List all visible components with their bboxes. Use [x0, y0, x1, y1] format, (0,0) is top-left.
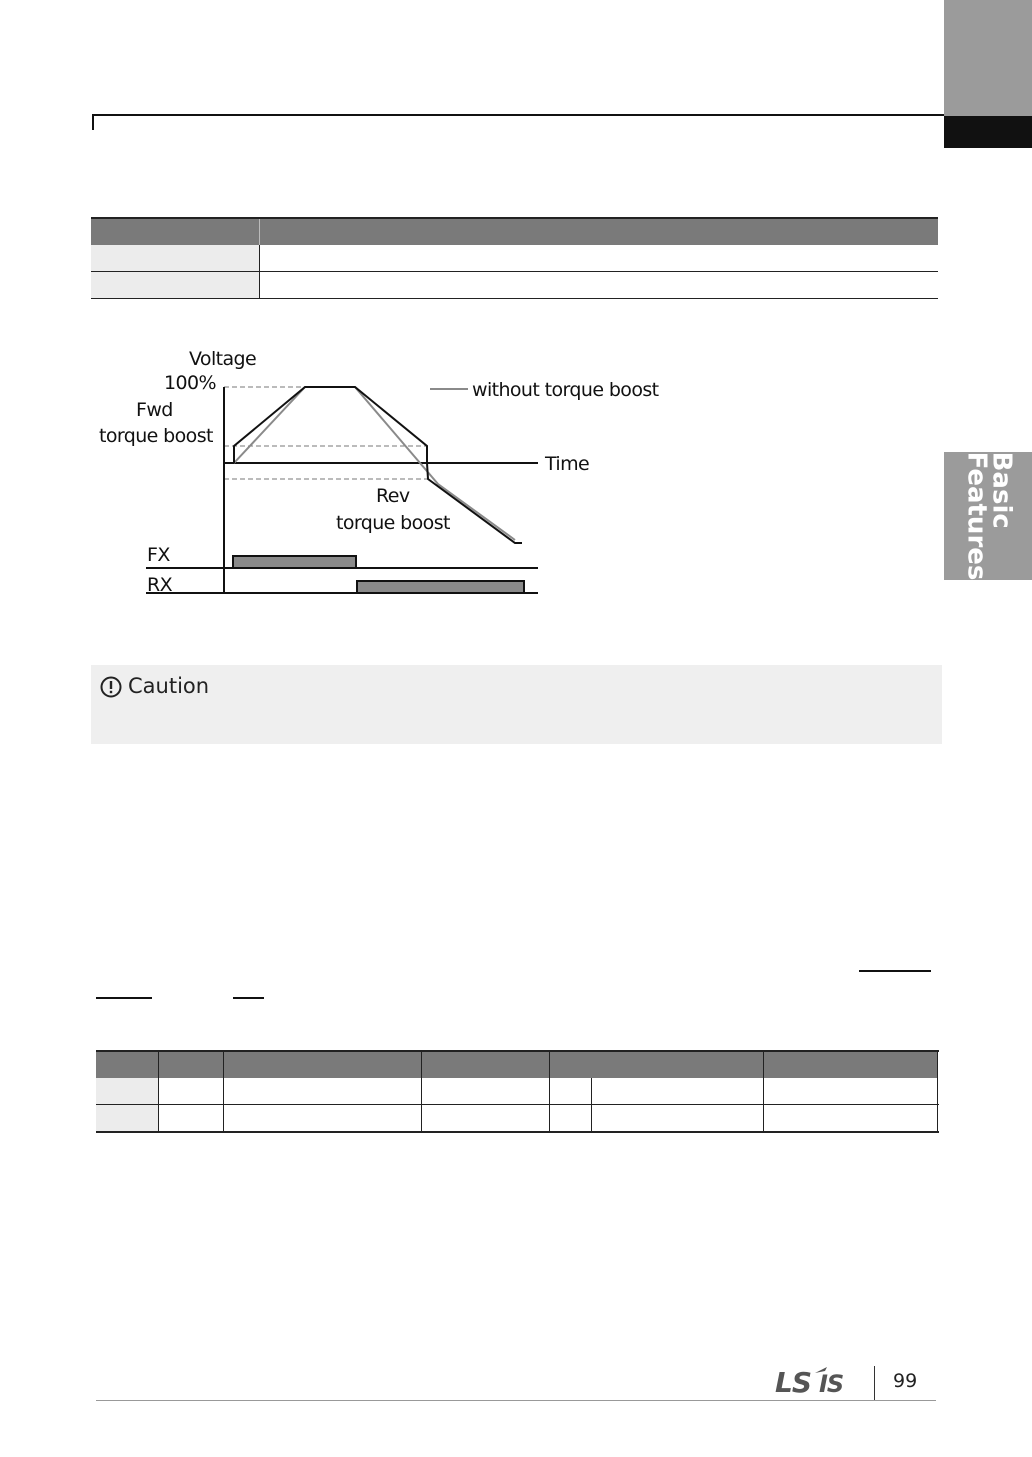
fx-label: FX	[147, 544, 170, 566]
table-header-cell	[550, 1051, 764, 1078]
fwd-boost-label-2: torque boost	[99, 425, 213, 447]
table-header-cell	[763, 1051, 937, 1078]
section-tab-label: Basic Features	[961, 451, 1017, 581]
code-table	[96, 1050, 938, 1133]
fwd-boost-label-1: Fwd	[136, 399, 173, 421]
fx-signal-bar	[233, 556, 356, 568]
caution-title: Caution	[128, 674, 210, 698]
torque-boost-diagram	[90, 340, 710, 610]
table-cell	[937, 1105, 938, 1133]
underline-mark	[859, 970, 931, 972]
table-cell	[96, 1105, 159, 1133]
time-label: Time	[545, 453, 590, 475]
table-cell	[159, 1078, 224, 1105]
header-rule-tick	[92, 114, 94, 130]
table-header-cell	[159, 1051, 224, 1078]
hundred-percent-label: 100%	[164, 372, 216, 394]
table-cell	[592, 1078, 764, 1105]
table-header-row	[96, 1051, 938, 1078]
caution-box	[91, 665, 942, 744]
page-number: 99	[893, 1370, 918, 1392]
parameter-table	[91, 217, 938, 299]
table-cell	[224, 1078, 422, 1105]
table-cell	[260, 272, 939, 299]
table-cell	[91, 245, 260, 272]
table-header-cell	[937, 1051, 938, 1078]
table-cell	[422, 1105, 550, 1133]
table-header-row	[91, 218, 938, 245]
table-header-cell	[91, 218, 260, 245]
table-cell	[763, 1078, 937, 1105]
voltage-label: Voltage	[189, 348, 257, 370]
rev-boost-label-1: Rev	[376, 485, 410, 507]
table-row	[96, 1078, 938, 1105]
table-cell	[260, 245, 939, 272]
header-rule	[92, 114, 944, 116]
footer-rule	[96, 1400, 936, 1401]
rev-boost-label-2: torque boost	[336, 512, 450, 534]
section-tab[interactable]	[944, 452, 1032, 580]
table-cell	[91, 272, 260, 299]
table-row	[91, 245, 938, 272]
without-torque-boost-label: without torque boost	[472, 379, 659, 401]
table-header-cell	[422, 1051, 550, 1078]
rx-label: RX	[147, 574, 173, 596]
table-row	[91, 272, 938, 299]
table-cell	[592, 1105, 764, 1133]
svg-text:LS: LS	[775, 1366, 812, 1397]
table-cell	[937, 1078, 938, 1105]
chapter-tab-top	[944, 0, 1032, 116]
table-header-cell	[260, 218, 939, 245]
underline-mark	[233, 997, 264, 999]
table-cell	[550, 1078, 592, 1105]
rx-signal-bar	[357, 581, 524, 593]
table-header-cell	[224, 1051, 422, 1078]
table-cell	[159, 1105, 224, 1133]
table-cell	[763, 1105, 937, 1133]
table-cell	[550, 1105, 592, 1133]
table-header-cell	[96, 1051, 159, 1078]
table-cell	[96, 1078, 159, 1105]
footer-separator	[874, 1366, 875, 1400]
chapter-tab-marker	[944, 116, 1032, 148]
table-row	[96, 1105, 938, 1133]
warning-icon	[100, 676, 122, 698]
underline-mark	[96, 997, 152, 999]
table-cell	[422, 1078, 550, 1105]
svg-text:IS: IS	[819, 1370, 844, 1397]
ls-is-logo	[775, 1365, 857, 1397]
table-cell	[224, 1105, 422, 1133]
